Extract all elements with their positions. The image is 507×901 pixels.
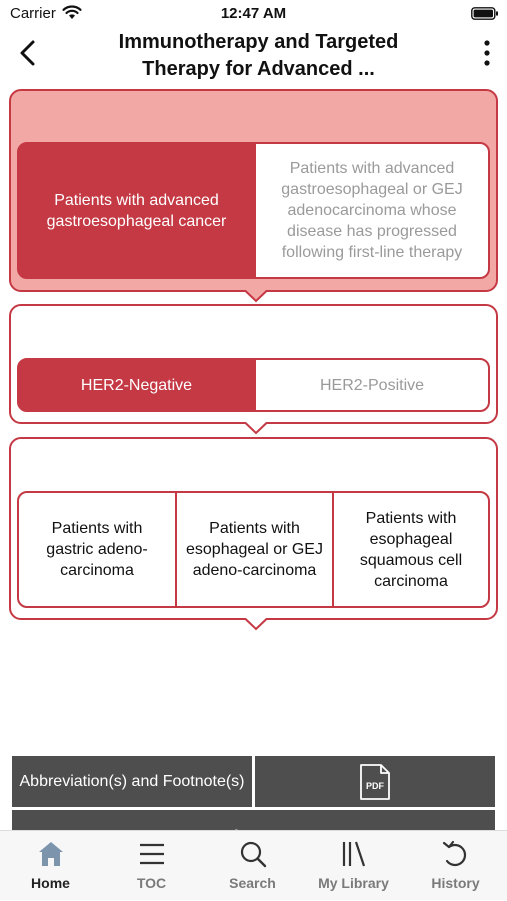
page-title-line2: Therapy for Advanced ... [142,58,375,80]
home-icon [36,839,66,869]
clock: 12:47 AM [220,5,287,22]
tab-search[interactable] [202,831,303,901]
tab-toc[interactable] [101,831,202,901]
page-title [110,29,407,83]
pdf-icon [358,763,392,801]
pdf-icon-text: PDF [366,780,384,791]
abbreviations-footnotes-button[interactable]: Abbreviation(s) and Footnote(s) [12,756,252,807]
flow-arrow-1 [245,290,267,303]
back-icon[interactable] [14,38,44,68]
tab-history-label: History [431,875,480,891]
option-her2-positive[interactable]: HER2-Positive [254,358,490,412]
menu-icon [137,839,167,869]
flow-arrow-3 [245,618,267,631]
option-gastric-adenocarcinoma[interactable]: Patients with gastric adeno-carcinoma [17,491,177,608]
more-options-icon[interactable] [477,38,497,68]
history-icon [441,839,471,869]
status-bar [0,0,507,28]
search-icon [238,839,268,869]
tab-search-label: Search [229,875,276,891]
tab-home-label: Home [31,875,70,891]
option-esophageal-gej-adenocarcinoma[interactable]: Patients with esophageal or GEJ adeno-carcinoma [175,491,334,608]
option-her2-negative[interactable]: HER2-Negative [17,358,256,412]
option-advanced-gastroesophageal-cancer[interactable]: Patients with advanced gastroesophageal cancer [17,142,256,279]
flow-arrow-2 [245,422,267,435]
option-progressed-after-first-line[interactable]: Patients with advanced gastroesophageal or GEJ adenocarcinoma whose disease has progressed following first-line therapy [254,142,490,279]
battery-icon [471,7,499,20]
tab-home[interactable] [0,831,101,901]
tab-my-library-label: My Library [318,875,389,891]
library-icon [339,839,369,869]
pdf-button[interactable] [255,756,495,807]
carrier-label: Carrier [10,5,56,22]
nav-header [0,28,507,82]
option-esophageal-squamous-cell[interactable]: Patients with esophageal squamous cell carcinoma [332,491,490,608]
tab-bar [0,830,507,900]
tab-toc-label: TOC [136,875,167,891]
tab-history[interactable] [405,831,506,901]
tab-my-library[interactable] [303,831,404,901]
page-title-line1: Immunotherapy and Targeted [118,31,399,53]
